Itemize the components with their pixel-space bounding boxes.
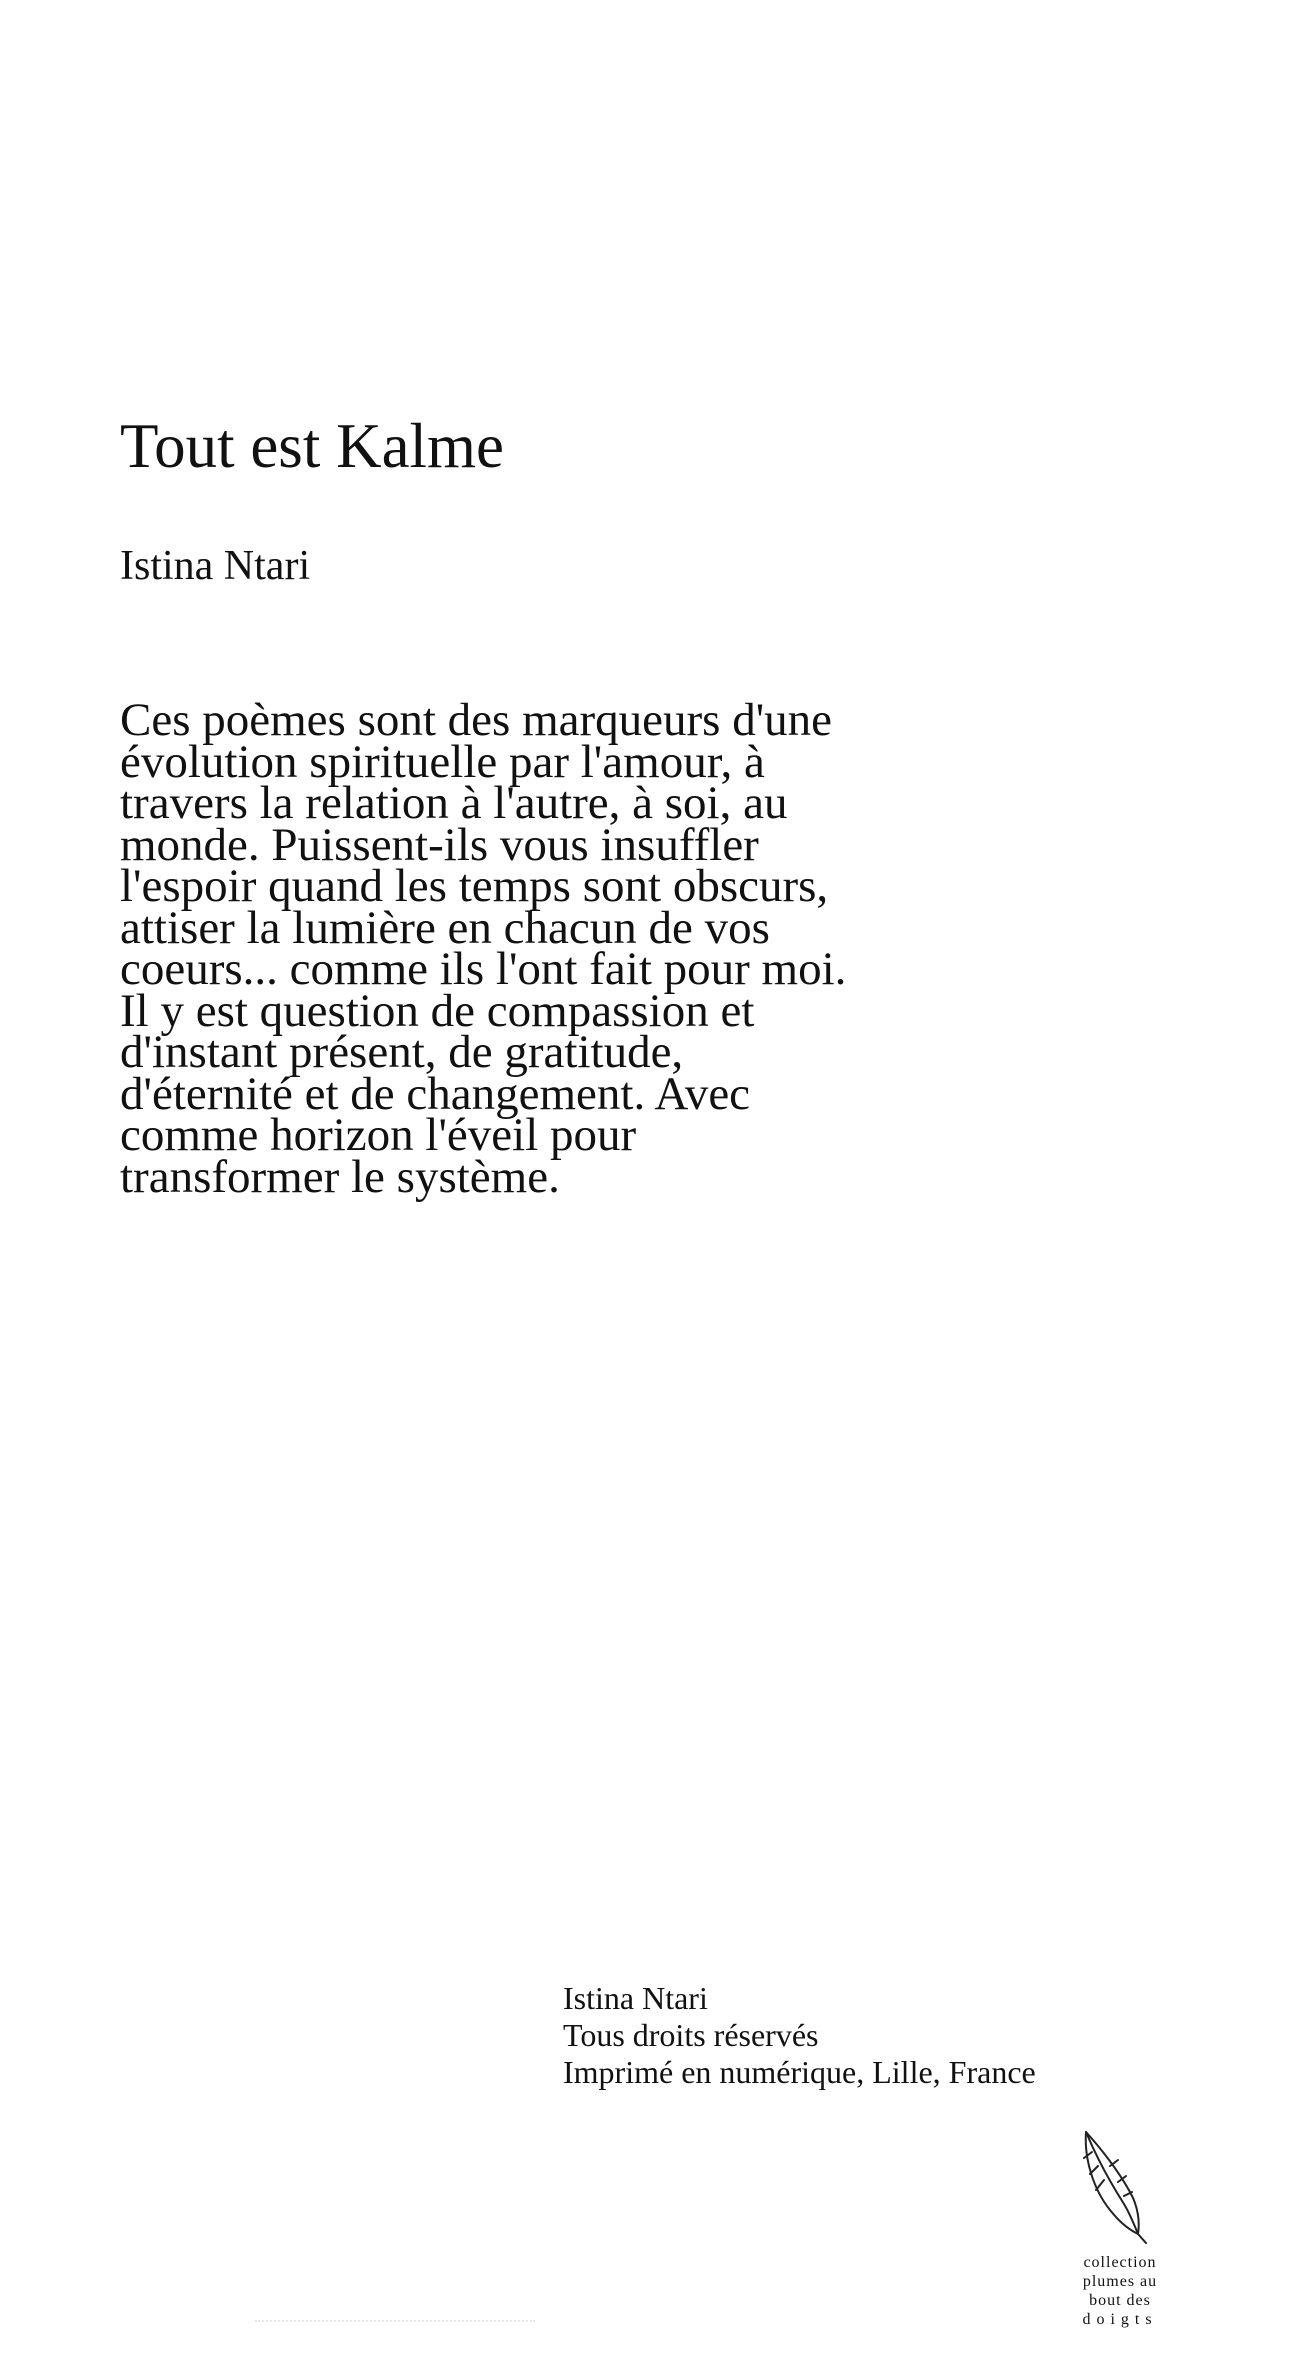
- blurb-line: monde. Puissent-ils vous insuffler: [120, 818, 759, 871]
- logo-line: bout des: [1089, 2292, 1151, 2309]
- blurb-line: l'espoir quand les temps sont obscurs,: [120, 860, 829, 912]
- imprint-block: [563, 1980, 1036, 2091]
- blurb-line: Ces poèmes sont des marqueurs d'une: [120, 694, 833, 746]
- logo-line: doigts: [1082, 2311, 1158, 2328]
- blurb-line: coeurs... comme ils l'ont fait pour moi.: [120, 943, 847, 995]
- back-cover-blurb: [120, 694, 980, 1203]
- blurb-line: d'éternité et de changement. Avec: [120, 1067, 751, 1120]
- blurb-line: transformer le système.: [120, 1150, 560, 1203]
- logo-line: plumes au: [1082, 2273, 1158, 2290]
- blurb-line: comme horizon l'éveil pour: [120, 1109, 637, 1161]
- blurb-line: d'instant présent, de gratitude,: [120, 1026, 684, 1078]
- quill-icon: [1080, 2130, 1160, 2245]
- faint-dotted-rule: [255, 2320, 535, 2322]
- logo-line: collection: [1083, 2254, 1157, 2271]
- blurb-line: évolution spirituelle par l'amour, à: [120, 735, 765, 788]
- imprint-rights: Tous droits réservés: [563, 2017, 819, 2053]
- blurb-line: Il y est question de compassion et: [120, 984, 755, 1037]
- book-title: Tout est Kalme: [120, 411, 504, 481]
- blurb-line: attiser la lumière en chacun de vos: [120, 901, 770, 954]
- publisher-name: [1070, 2253, 1170, 2329]
- imprint-printed: Imprimé en numérique, Lille, France: [563, 2054, 1036, 2090]
- author-name: Istina Ntari: [120, 543, 311, 589]
- blurb-line: travers la relation à l'autre, à soi, au: [120, 777, 788, 829]
- imprint-author: Istina Ntari: [563, 1980, 708, 2016]
- publisher-logo: [1070, 2130, 1170, 2329]
